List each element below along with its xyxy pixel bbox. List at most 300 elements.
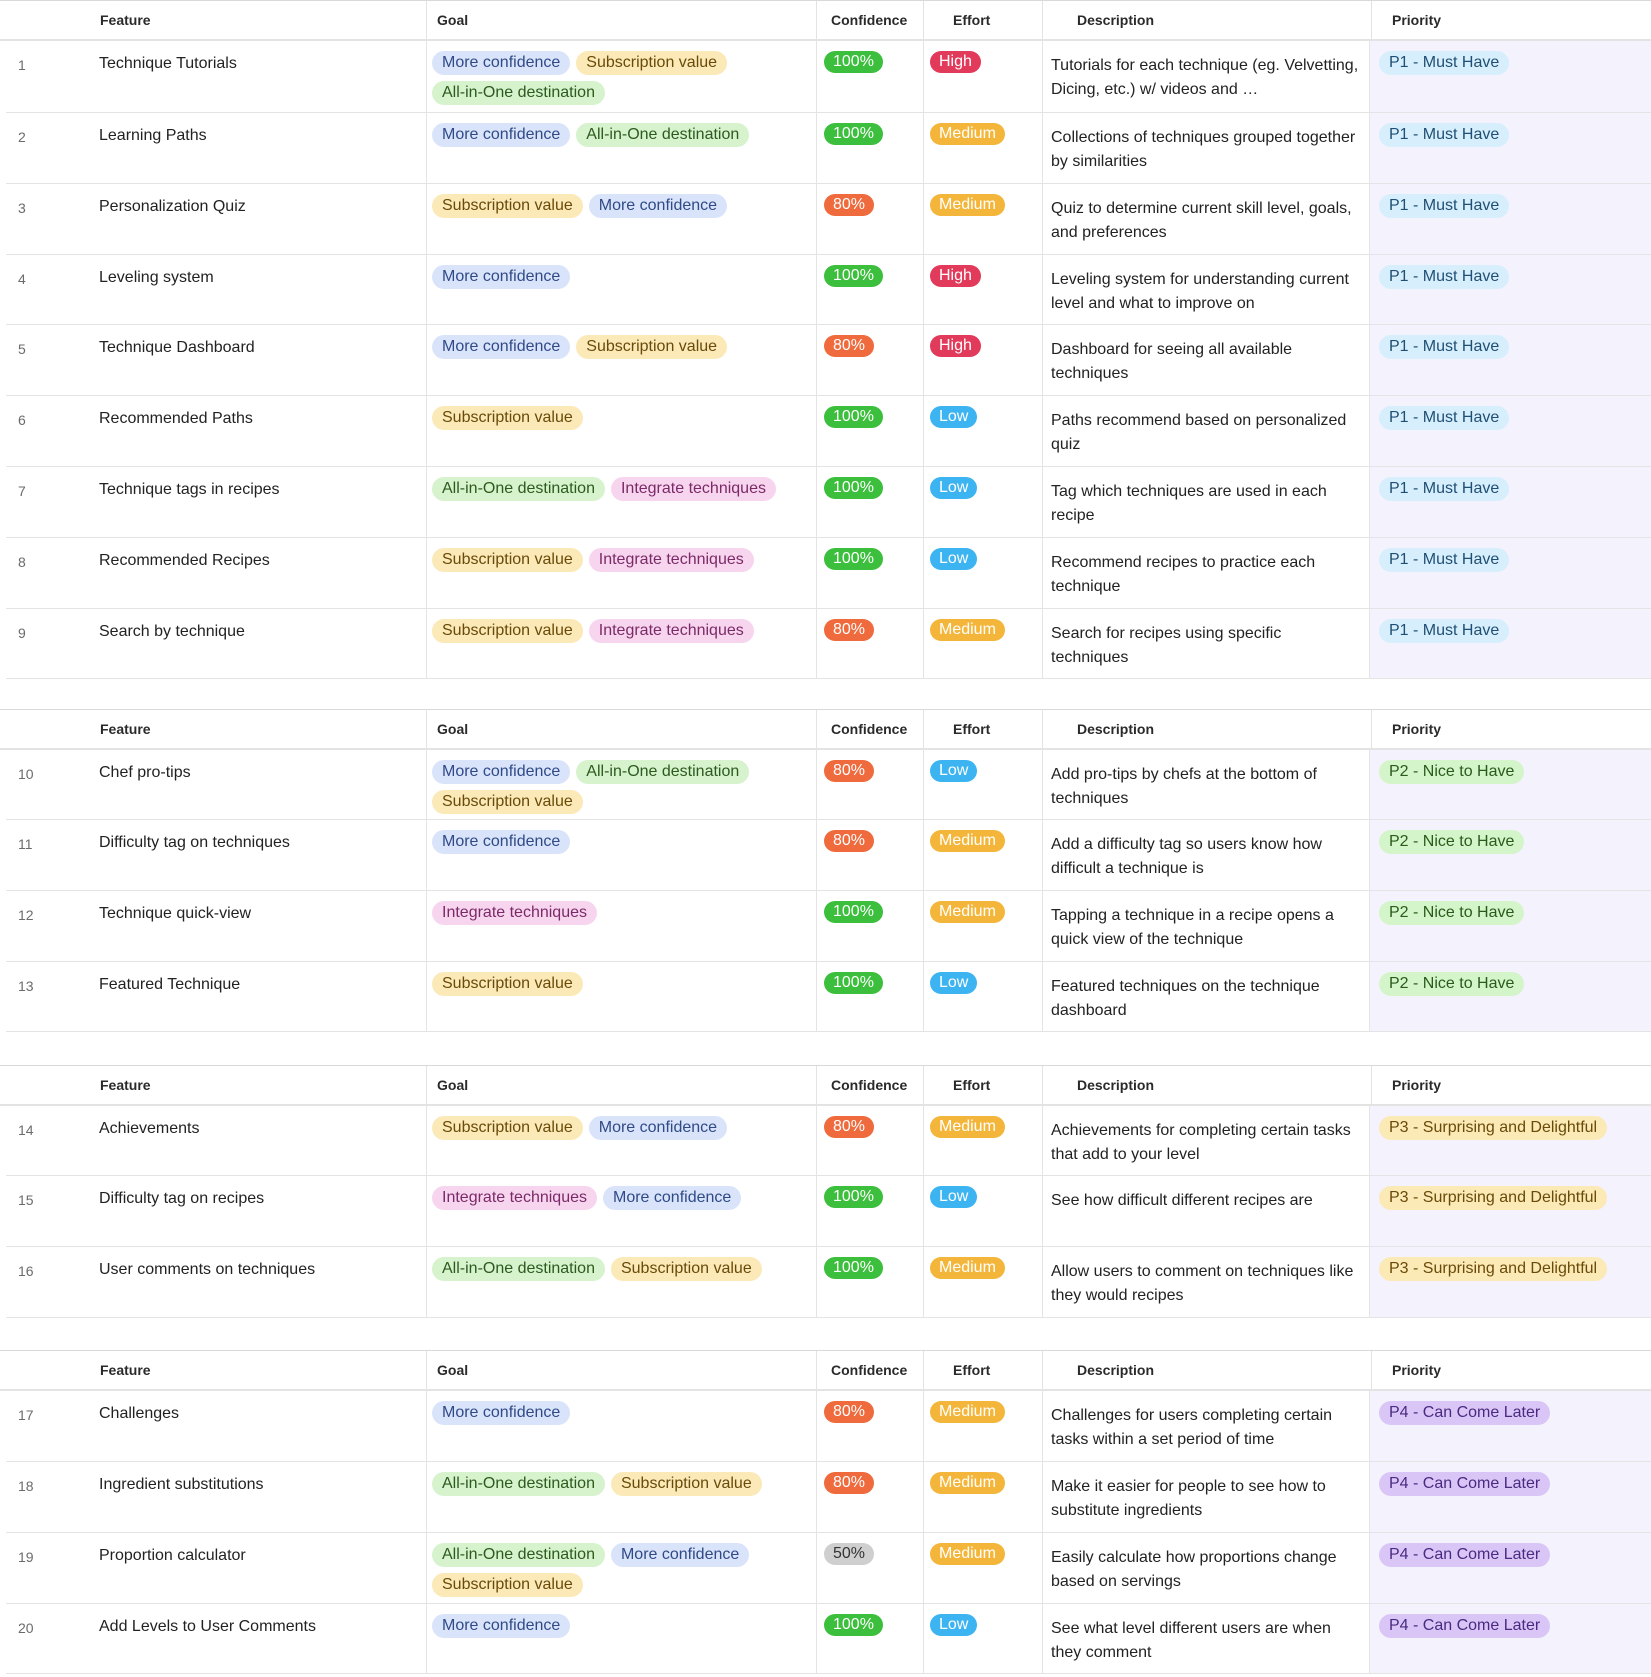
- goal-tags[interactable]: [432, 1257, 792, 1281]
- effort-cell[interactable]: [930, 830, 1005, 852]
- effort-badge: High: [930, 265, 981, 287]
- priority-cell[interactable]: [1379, 1543, 1550, 1567]
- column-divider: [1369, 396, 1370, 466]
- column-header-effort[interactable]: Effort: [953, 12, 991, 28]
- goal-tags[interactable]: [432, 51, 792, 105]
- priority-cell[interactable]: [1379, 1257, 1607, 1281]
- confidence-cell[interactable]: [824, 901, 883, 923]
- confidence-cell[interactable]: [824, 619, 874, 641]
- feature-name[interactable]: Proportion calculator: [99, 1547, 246, 1564]
- column-divider: [1042, 1106, 1043, 1175]
- confidence-cell[interactable]: [824, 1472, 874, 1494]
- goal-tag[interactable]: Subscription value: [611, 1472, 762, 1496]
- column-divider: [816, 1462, 817, 1532]
- column-divider: [816, 1, 817, 39]
- confidence-badge: 100%: [824, 1614, 883, 1636]
- column-divider: [816, 396, 817, 466]
- goal-tag[interactable]: Subscription value: [432, 790, 583, 814]
- column-divider: [426, 820, 427, 890]
- feature-name[interactable]: Difficulty tag on techniques: [99, 834, 290, 851]
- effort-cell[interactable]: [930, 548, 977, 570]
- column-header-feature[interactable]: Feature: [100, 12, 151, 28]
- effort-cell[interactable]: [930, 901, 1005, 923]
- description-text[interactable]: See what level different users are when they comment: [1051, 1620, 1331, 1661]
- column-divider: [1369, 1391, 1370, 1461]
- goal-tag[interactable]: More confidence: [589, 1116, 727, 1140]
- goal-tag[interactable]: Subscription value: [432, 406, 583, 430]
- priority-cell[interactable]: [1379, 972, 1524, 996]
- column-divider: [923, 710, 924, 748]
- goal-tags[interactable]: [432, 1614, 792, 1638]
- column-divider: [426, 1391, 427, 1461]
- effort-badge: Medium: [930, 1257, 1005, 1279]
- confidence-badge: 80%: [824, 1116, 874, 1138]
- effort-cell[interactable]: [930, 123, 1005, 145]
- effort-cell[interactable]: [930, 406, 977, 428]
- column-header-confidence[interactable]: Confidence: [831, 12, 908, 28]
- description-text[interactable]: Tutorials for each technique (eg. Velvetting, Dicing, etc.) w/ videos and …: [1051, 57, 1359, 98]
- column-header-goal[interactable]: Goal: [437, 1362, 469, 1378]
- priority-cell[interactable]: [1379, 335, 1509, 359]
- column-divider: [426, 1247, 427, 1317]
- confidence-cell[interactable]: [824, 1116, 874, 1138]
- table-row[interactable]: [6, 538, 1651, 609]
- feature-name[interactable]: Leveling system: [99, 269, 214, 286]
- column-divider: [923, 41, 924, 112]
- column-header-effort[interactable]: Effort: [953, 1362, 991, 1378]
- table-row[interactable]: [6, 184, 1651, 255]
- description-text[interactable]: Make it easier for people to see how to substitute ingredients: [1051, 1478, 1326, 1519]
- column-header-effort[interactable]: Effort: [953, 1077, 991, 1093]
- priority-cell[interactable]: [1379, 760, 1524, 784]
- confidence-cell[interactable]: [824, 123, 883, 145]
- goal-tag[interactable]: Integrate techniques: [432, 901, 597, 925]
- goal-tags[interactable]: [432, 123, 792, 147]
- column-header-goal[interactable]: Goal: [437, 721, 469, 737]
- column-divider: [1042, 1604, 1043, 1673]
- goal-tags[interactable]: [432, 1472, 792, 1496]
- feature-name[interactable]: Learning Paths: [99, 127, 207, 144]
- feature-name[interactable]: Technique Dashboard: [99, 339, 255, 356]
- column-header-effort[interactable]: Effort: [953, 721, 991, 737]
- goal-tag[interactable]: More confidence: [432, 760, 570, 784]
- priority-cell[interactable]: [1379, 1186, 1607, 1210]
- column-divider: [816, 962, 817, 1031]
- goal-tag[interactable]: Subscription value: [576, 51, 727, 75]
- priority-cell[interactable]: [1379, 51, 1509, 75]
- priority-tag: P4 - Can Come Later: [1379, 1472, 1550, 1496]
- table-row[interactable]: [6, 609, 1651, 679]
- effort-badge: Medium: [930, 830, 1005, 852]
- goal-tags[interactable]: [432, 1401, 792, 1425]
- confidence-cell[interactable]: [824, 51, 883, 73]
- effort-badge: Medium: [930, 1472, 1005, 1494]
- goal-tag[interactable]: More confidence: [611, 1543, 749, 1567]
- priority-tag: P2 - Nice to Have: [1379, 760, 1524, 784]
- feature-name[interactable]: Chef pro-tips: [99, 764, 191, 781]
- column-divider: [426, 710, 427, 748]
- row-number: 20: [18, 1620, 34, 1636]
- effort-cell[interactable]: [930, 619, 1005, 641]
- column-divider: [816, 184, 817, 254]
- feature-table: [0, 0, 1651, 679]
- column-header-confidence[interactable]: Confidence: [831, 1362, 908, 1378]
- confidence-cell[interactable]: [824, 1401, 874, 1423]
- feature-name[interactable]: Personalization Quiz: [99, 198, 246, 215]
- row-number: 11: [18, 836, 33, 852]
- column-divider: [426, 1066, 427, 1104]
- table-row[interactable]: [6, 750, 1651, 820]
- column-header-priority[interactable]: Priority: [1392, 12, 1442, 28]
- effort-badge: High: [930, 51, 981, 73]
- priority-cell[interactable]: [1379, 406, 1509, 430]
- priority-cell[interactable]: [1379, 1472, 1550, 1496]
- feature-table: [0, 709, 1651, 1032]
- goal-tag[interactable]: Integrate techniques: [432, 1186, 597, 1210]
- column-divider: [1369, 113, 1370, 183]
- effort-badge: Medium: [930, 1543, 1005, 1565]
- effort-cell[interactable]: [930, 1401, 1005, 1423]
- effort-cell[interactable]: [930, 1472, 1005, 1494]
- goal-tags[interactable]: [432, 265, 792, 289]
- effort-badge: Low: [930, 1186, 977, 1208]
- goal-tag[interactable]: Subscription value: [432, 972, 583, 996]
- feature-name[interactable]: Technique Tutorials: [99, 55, 237, 72]
- feature-name[interactable]: Recommended Recipes: [99, 552, 270, 569]
- column-divider: [816, 1391, 817, 1461]
- description-text[interactable]: Easily calculate how proportions change based on servings: [1051, 1549, 1337, 1590]
- confidence-cell[interactable]: [824, 406, 883, 428]
- effort-cell[interactable]: [930, 760, 977, 782]
- row-number: 12: [18, 907, 34, 923]
- description-text[interactable]: Tapping a technique in a recipe opens a quick view of the technique: [1051, 907, 1334, 948]
- goal-tag[interactable]: Subscription value: [576, 335, 727, 359]
- row-number: 6: [18, 412, 26, 428]
- confidence-badge: 80%: [824, 1472, 874, 1494]
- column-divider: [923, 1247, 924, 1317]
- feature-name[interactable]: Featured Technique: [99, 976, 241, 993]
- description-text[interactable]: Challenges for users completing certain tasks within a set period of time: [1051, 1407, 1333, 1448]
- priority-cell[interactable]: [1379, 548, 1509, 572]
- column-header-priority[interactable]: Priority: [1392, 1077, 1442, 1093]
- goal-tag[interactable]: All-in-One destination: [432, 477, 605, 501]
- goal-tag[interactable]: More confidence: [432, 51, 570, 75]
- effort-cell[interactable]: [930, 477, 977, 499]
- table-row[interactable]: [6, 1604, 1651, 1674]
- feature-name[interactable]: Challenges: [99, 1405, 180, 1422]
- confidence-cell[interactable]: [824, 548, 883, 570]
- goal-tags[interactable]: [432, 1543, 792, 1597]
- confidence-cell[interactable]: [824, 335, 874, 357]
- effort-cell[interactable]: [930, 51, 981, 73]
- goal-tag[interactable]: All-in-One destination: [432, 1472, 605, 1496]
- confidence-cell[interactable]: [824, 194, 874, 216]
- column-divider: [816, 710, 817, 748]
- table-row[interactable]: [6, 41, 1651, 113]
- goal-tag[interactable]: All-in-One destination: [576, 760, 749, 784]
- column-divider: [1042, 113, 1043, 183]
- goal-tag[interactable]: More confidence: [589, 194, 727, 218]
- description-text[interactable]: See how difficult different recipes are: [1051, 1192, 1313, 1209]
- effort-badge: Medium: [930, 1116, 1005, 1138]
- column-divider: [923, 538, 924, 608]
- goal-tags[interactable]: [432, 619, 792, 643]
- priority-cell[interactable]: [1379, 123, 1509, 147]
- column-divider: [1369, 750, 1370, 819]
- column-divider: [816, 609, 817, 678]
- goal-tag[interactable]: More confidence: [432, 1614, 570, 1638]
- priority-cell[interactable]: [1379, 194, 1509, 218]
- priority-tag: P4 - Can Come Later: [1379, 1543, 1550, 1567]
- goal-tags[interactable]: [432, 335, 792, 359]
- goal-tag[interactable]: Integrate techniques: [589, 548, 754, 572]
- priority-cell[interactable]: [1379, 477, 1509, 501]
- column-divider: [923, 184, 924, 254]
- column-divider: [816, 1247, 817, 1317]
- column-divider: [426, 1106, 427, 1175]
- column-divider: [426, 41, 427, 112]
- row-number: 1: [18, 57, 26, 73]
- table-row[interactable]: [6, 820, 1651, 891]
- effort-cell[interactable]: [930, 265, 981, 287]
- table-row[interactable]: [6, 325, 1651, 396]
- column-header-priority[interactable]: Priority: [1392, 1362, 1442, 1378]
- column-divider: [1369, 1247, 1370, 1317]
- column-divider: [1369, 962, 1370, 1031]
- goal-tags[interactable]: [432, 406, 792, 430]
- description-text[interactable]: Search for recipes using specific techniques: [1051, 625, 1282, 666]
- feature-name[interactable]: Technique tags in recipes: [99, 481, 280, 498]
- effort-cell[interactable]: [930, 1543, 1005, 1565]
- column-header-description[interactable]: Description: [1077, 1362, 1155, 1378]
- table-row[interactable]: [6, 255, 1651, 325]
- description-text[interactable]: Achievements for completing certain tasks that add to your level: [1051, 1122, 1351, 1163]
- column-divider: [426, 891, 427, 961]
- column-header-confidence[interactable]: Confidence: [831, 1077, 908, 1093]
- description-text[interactable]: Recommend recipes to practice each technique: [1051, 554, 1316, 595]
- column-divider: [923, 750, 924, 819]
- column-divider: [816, 1604, 817, 1673]
- confidence-badge: 100%: [824, 901, 883, 923]
- priority-tag: P3 - Surprising and Delightful: [1379, 1186, 1607, 1210]
- description-text[interactable]: Tag which techniques are used in each recipe: [1051, 483, 1327, 524]
- confidence-cell[interactable]: [824, 972, 883, 994]
- column-header-description[interactable]: Description: [1077, 1077, 1155, 1093]
- effort-cell[interactable]: [930, 1614, 977, 1636]
- column-divider: [1042, 891, 1043, 961]
- goal-tags[interactable]: [432, 760, 792, 814]
- table-row[interactable]: [6, 1106, 1651, 1176]
- column-header-description[interactable]: Description: [1077, 12, 1155, 28]
- description-text[interactable]: Allow users to comment on techniques like they would recipes: [1051, 1263, 1354, 1304]
- goal-tag[interactable]: More confidence: [432, 830, 570, 854]
- feature-name[interactable]: Add Levels to User Comments: [99, 1618, 316, 1635]
- confidence-badge: 100%: [824, 548, 883, 570]
- goal-tags[interactable]: [432, 477, 792, 501]
- column-header-feature[interactable]: Feature: [100, 721, 151, 737]
- goal-tag[interactable]: More confidence: [432, 265, 570, 289]
- goal-tags[interactable]: [432, 901, 792, 925]
- goal-tag[interactable]: Subscription value: [611, 1257, 762, 1281]
- goal-tags[interactable]: [432, 830, 792, 854]
- effort-cell[interactable]: [930, 972, 977, 994]
- column-divider: [923, 255, 924, 324]
- feature-name[interactable]: Technique quick-view: [99, 905, 252, 922]
- column-divider: [1042, 41, 1043, 112]
- column-header-goal[interactable]: Goal: [437, 12, 469, 28]
- column-divider: [923, 1066, 924, 1104]
- confidence-cell[interactable]: [824, 477, 883, 499]
- description-text[interactable]: Add pro-tips by chefs at the bottom of techniques: [1051, 766, 1317, 807]
- description-text[interactable]: Featured techniques on the technique dashboard: [1051, 978, 1320, 1019]
- confidence-cell[interactable]: [824, 830, 874, 852]
- table-row[interactable]: [6, 962, 1651, 1032]
- priority-cell[interactable]: [1379, 1401, 1550, 1425]
- table-row[interactable]: [6, 1533, 1651, 1604]
- confidence-cell[interactable]: [824, 1543, 874, 1565]
- confidence-cell[interactable]: [824, 1186, 883, 1208]
- goal-tag[interactable]: More confidence: [603, 1186, 741, 1210]
- goal-tag[interactable]: All-in-One destination: [432, 81, 605, 105]
- column-divider: [1042, 255, 1043, 324]
- column-divider: [923, 1533, 924, 1603]
- column-divider: [1042, 820, 1043, 890]
- confidence-cell[interactable]: [824, 1257, 883, 1279]
- confidence-badge: 80%: [824, 760, 874, 782]
- row-number: 9: [18, 625, 26, 641]
- goal-tag[interactable]: More confidence: [432, 335, 570, 359]
- goal-tag[interactable]: Integrate techniques: [611, 477, 776, 501]
- column-divider: [1371, 1, 1372, 39]
- column-divider: [816, 113, 817, 183]
- priority-cell[interactable]: [1379, 1116, 1607, 1140]
- column-divider: [816, 820, 817, 890]
- effort-cell[interactable]: [930, 335, 981, 357]
- column-divider: [816, 467, 817, 537]
- goal-tag[interactable]: Integrate techniques: [589, 619, 754, 643]
- priority-tag: P4 - Can Come Later: [1379, 1401, 1550, 1425]
- table-row[interactable]: [6, 467, 1651, 538]
- effort-cell[interactable]: [930, 194, 1005, 216]
- column-divider: [1369, 325, 1370, 395]
- column-header-goal[interactable]: Goal: [437, 1077, 469, 1093]
- priority-tag: P2 - Nice to Have: [1379, 901, 1524, 925]
- table-row[interactable]: [6, 1462, 1651, 1533]
- feature-name[interactable]: Search by technique: [99, 623, 245, 640]
- column-header-priority[interactable]: Priority: [1392, 721, 1442, 737]
- goal-tag[interactable]: More confidence: [432, 1401, 570, 1425]
- goal-tag[interactable]: Subscription value: [432, 1573, 583, 1597]
- feature-name[interactable]: Difficulty tag on recipes: [99, 1190, 265, 1207]
- column-divider: [1042, 1247, 1043, 1317]
- goal-tag[interactable]: Subscription value: [432, 548, 583, 572]
- confidence-cell[interactable]: [824, 1614, 883, 1636]
- column-divider: [1042, 467, 1043, 537]
- column-divider: [1042, 1391, 1043, 1461]
- priority-cell[interactable]: [1379, 619, 1509, 643]
- effort-badge: Low: [930, 1614, 977, 1636]
- column-header-confidence[interactable]: Confidence: [831, 721, 908, 737]
- column-divider: [1042, 325, 1043, 395]
- description-text[interactable]: Leveling system for understanding current level and what to improve on: [1051, 271, 1349, 312]
- table-row[interactable]: [6, 113, 1651, 184]
- goal-tags[interactable]: [432, 972, 792, 996]
- confidence-badge: 80%: [824, 335, 874, 357]
- effort-badge: Low: [930, 972, 977, 994]
- goal-tags[interactable]: [432, 1116, 792, 1140]
- confidence-badge: 100%: [824, 1186, 883, 1208]
- column-divider: [1371, 1351, 1372, 1389]
- column-divider: [426, 1462, 427, 1532]
- priority-cell[interactable]: [1379, 1614, 1550, 1638]
- table-row[interactable]: [6, 891, 1651, 962]
- effort-cell[interactable]: [930, 1257, 1005, 1279]
- column-divider: [923, 962, 924, 1031]
- goal-tag[interactable]: Subscription value: [432, 194, 583, 218]
- priority-tag: P1 - Must Have: [1379, 548, 1509, 572]
- priority-cell[interactable]: [1379, 265, 1509, 289]
- column-divider: [816, 891, 817, 961]
- column-divider: [426, 396, 427, 466]
- effort-cell[interactable]: [930, 1186, 977, 1208]
- goal-tag[interactable]: All-in-One destination: [432, 1257, 605, 1281]
- feature-name[interactable]: Ingredient substitutions: [99, 1476, 264, 1493]
- column-divider: [1369, 255, 1370, 324]
- column-divider: [426, 750, 427, 819]
- goal-tags[interactable]: [432, 1186, 792, 1210]
- description-text[interactable]: Add a difficulty tag so users know how difficult a technique is: [1051, 836, 1322, 877]
- goal-tag[interactable]: More confidence: [432, 123, 570, 147]
- row-number: 14: [18, 1122, 34, 1138]
- description-text[interactable]: Collections of techniques grouped together by similarities: [1051, 129, 1356, 170]
- feature-name[interactable]: Recommended Paths: [99, 410, 253, 427]
- table-row[interactable]: [6, 1391, 1651, 1462]
- column-divider: [923, 1106, 924, 1175]
- description-text[interactable]: Dashboard for seeing all available techniques: [1051, 341, 1293, 382]
- row-number: 7: [18, 483, 26, 499]
- column-header-feature[interactable]: Feature: [100, 1077, 151, 1093]
- description-text[interactable]: Paths recommend based on personalized quiz: [1051, 412, 1347, 453]
- confidence-cell[interactable]: [824, 760, 874, 782]
- confidence-cell[interactable]: [824, 265, 883, 287]
- feature-name[interactable]: Achievements: [99, 1120, 200, 1137]
- goal-tags[interactable]: [432, 194, 792, 218]
- table-body: [0, 41, 1651, 679]
- column-header-description[interactable]: Description: [1077, 721, 1155, 737]
- column-divider: [1042, 1462, 1043, 1532]
- goal-tag[interactable]: Subscription value: [432, 1116, 583, 1140]
- goal-tag[interactable]: Subscription value: [432, 619, 583, 643]
- goal-tag[interactable]: All-in-One destination: [432, 1543, 605, 1567]
- column-header-feature[interactable]: Feature: [100, 1362, 151, 1378]
- priority-tag: P1 - Must Have: [1379, 51, 1509, 75]
- table-row[interactable]: [6, 1176, 1651, 1247]
- goal-tag[interactable]: All-in-One destination: [576, 123, 749, 147]
- feature-name[interactable]: User comments on techniques: [99, 1261, 316, 1278]
- priority-cell[interactable]: [1379, 830, 1524, 854]
- column-divider: [816, 538, 817, 608]
- column-divider: [1042, 1, 1043, 39]
- table-row[interactable]: [6, 1247, 1651, 1318]
- table-body: [0, 1391, 1651, 1674]
- priority-tag: P1 - Must Have: [1379, 619, 1509, 643]
- table-row[interactable]: [6, 396, 1651, 467]
- description-text[interactable]: Quiz to determine current skill level, goals, and preferences: [1051, 200, 1352, 241]
- priority-cell[interactable]: [1379, 901, 1524, 925]
- goal-tags[interactable]: [432, 548, 792, 572]
- effort-cell[interactable]: [930, 1116, 1005, 1138]
- priority-tag: P2 - Nice to Have: [1379, 972, 1524, 996]
